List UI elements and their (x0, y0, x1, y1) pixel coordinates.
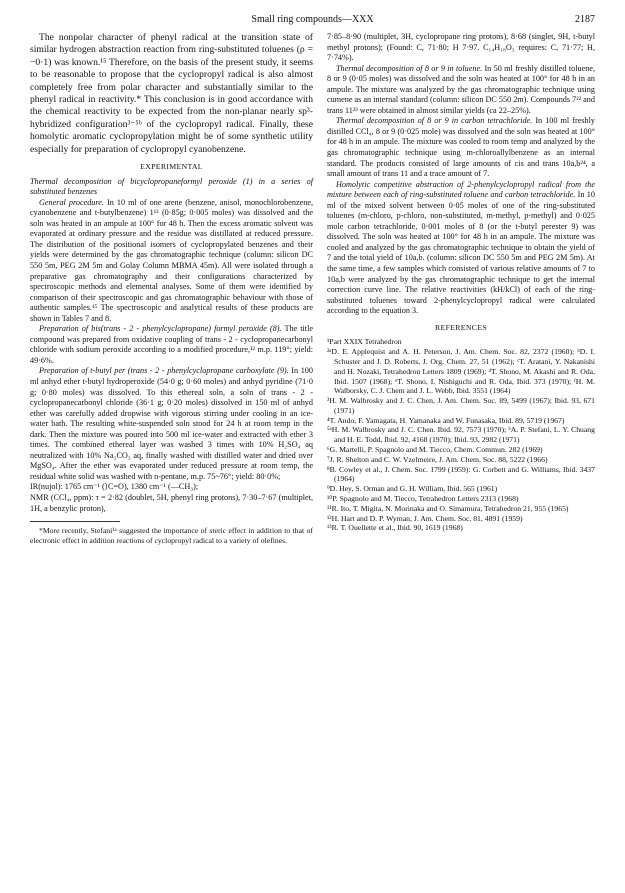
homolytic-label: Homolytic competitive abstraction of 2-phenylcyclopropyl radical from the mixture between each of ring-substituted toluene and carbon tetrachloride. (327, 179, 595, 200)
prep-8-text: The title compound was prepared from oxidative coupling of trans - 2 - cyclopropanecarbonyl chloride with sodium peroxide according to a modified procedure,¹² m.p. 119°; yield: 49·6%. (30, 324, 313, 365)
thermal-ccl4-paragraph (327, 116, 595, 179)
reference-item: ⁶G. Martelli, P. Spagnolo and M. Tiecco, Chem. Commun. 282 (1969) (327, 445, 543, 455)
general-procedure-text: In 10 ml of one arene (benzene, anisol, monochlorobenzene, cyanobenzene and t-butylbenzene) 1¹² (0·85g; 0·005 moles) was dissolved and the soln was heated in an ampule at 100° for 48 h. Then the excess aromatic solvent was evaporated at ordinary pressure and the residue was distillated at reduced pressure. The distribution of the positional isomers of cyclopropylated benzenes and their yields were determined by the gas chromatographic technique (column: silicon DC 550 5m, PEG 2M 5m and Golay Column MBMA 45m). All were isolated through a preparative gas chromatography and their configurations characterized by spectroscopic methods and elemental analyses. Some of them were identified by comparison of their spectroscopic and gas chromatographic behaviour with those of authentic samples.¹⁵ The spectroscopic and analytical results of these products are shown in Tables 7 and 8. (30, 197, 314, 323)
references-heading: REFERENCES (435, 322, 487, 332)
footnote: *More recently, Stefani¹ᵃ suggested the importance of steric effect in addition to that of electronic effect in addition reactions of cyclopropyl radical to a variety of olefines. (30, 526, 313, 545)
nmr-data: NMR (CCl₄, ppm): τ = 2·82 (doublet, 5H, phenyl ring protons), 7·30–7·67 (multiplet, 1H, a benzylic proton), (30, 493, 313, 513)
prep-8-paragraph (30, 324, 313, 366)
footnote-rule (30, 521, 120, 522)
homolytic-paragraph (327, 180, 595, 317)
thermal-toluene-paragraph (327, 64, 595, 117)
general-procedure-paragraph (30, 198, 313, 325)
reference-item: ¹¹R. Ito, T. Migita, N. Morinaka and O. Simamura, Tetrahedron 21, 955 (1965) (327, 503, 569, 513)
prep-9-text: In 100 ml anhyd ether t-butyl hydroperoxide (54·0 g; 0·60 moles) and anhyd pyridine (71·0 g; 0·80 moles) was dissolved. To this ethereal soln, a soln of trans - 2 - cyclopropanecarbonyl chloride (36·1 g; 0·20 moles) dissolved in 150 ml of anhyd ether was carefully added dropwise with vigorous stirring under cooling in an ice-water bath. The resulting white-suspended soln stood for 24 h at room temp in the dark. Then the mixture was poured into 500 ml ice-water and extracted with ether 3 times. The combined ethereal layer was washed 3 times with 10% H₂SO₄ aq neutralized with 10% Na₂CO₃ aq, finally washed with distilled water and dried over MgSO₄. After the ether was evaporated under reduced pressure at room temp, the residual white solid was washed with n-pentane, m.p. 75~76°; yield: 80·0%; (30, 366, 313, 481)
right-column (327, 32, 595, 533)
thermal-toluene-label: Thermal decomposition of 8 or 9 in toluene. (336, 63, 483, 73)
nmr-continuation: 7·85–8·90 (multiplet, 3H, cyclopropane ring protons), 8·68 (singlet, 9H, t-butyl methyl protons); (Found: C, 71·80; H 7·97. C₁₄H₁₈O₃ requires: C, 71·77; H, 7·74%). (327, 32, 595, 63)
ir-data: IR(nujol): 1765 cm⁻¹ (⟩C=O), 1380 cm⁻¹ (—CH₃); (30, 482, 199, 492)
experimental-heading: EXPERIMENTAL (140, 162, 203, 172)
reference-item: ⁸B. Cowley et al., J. Chem. Soc. 1799 (1959): G. Corbett and G. Williams, Ibid. 3437 (1964) (327, 464, 595, 484)
thermal-decomposition-subheading: Thermal decomposition of bicyclopropaneformyl peroxide (1) in a series of substituted benzenes (30, 176, 313, 197)
reference-item: ⁷J. R. Shelton and C. W. Vzelmeire, J. Am. Chem. Soc. 88, 5222 (1966) (327, 454, 548, 464)
thermal-toluene-text: In 50 ml freshly distilled toluene, 8 or 9 (0·05 moles) was dissolved and the soln was heated at 100° for 48 h in an ampule. The mixture was analyzed by the gas chromatographic technique using cumene as an internal standard (column: silicon DC 550 2m). Compounds 7²² and trans 11²³ were obtained in almost similar yields (ca 22–25%). (327, 63, 595, 115)
reference-item: ²ᵃD. E. Applequist and A. H. Peterson, J. Am. Chem. Soc. 82, 2372 (1960); ᵇD. I. Schuster and J. D. Roberts, J. Org. Chem. 27, 51 (1962); ᶜT. Aratani, Y. Nakanishi and H. Nozaki, Tetrahedron Letters 1809 (1969); ᵈT. Shono, M. Akashi and R. Oda, Ibid. 1507 (1968); ᵉT. Shono, I. Nishiguchi and R. Oda, Ibid. 373 (1970); ᶠH. M. Walborsky, C. J. Chem and J. L. Webb, Ibid. 3551 (1964) (327, 347, 595, 396)
reference-item: ³H. M. Walbrosky and J. C. Chen, J. Am. Chem. Soc. 89, 5499 (1967); Ibid. 93, 671 (1971) (327, 396, 595, 415)
thermal-ccl4-text: In 100 ml freshly distilled CCl₄, 8 or 9 (0·025 mole) was dissolved and the soln was heated at 100° for 48 h in an ampule. The mixture was cooled to room temp and analyzed by the gas chromatographic technique using m-chloroallylbenzene as an internal standard. The products consisted of large amounts of cis and trans 10a,b²⁴, a small amount of trans 11 and a trace amount of 7. (327, 116, 596, 179)
prep-8-label: Preparation of bis(trans - 2 - phenylcyclopropane) formyl peroxide (8). (39, 324, 282, 334)
reference-item: ¹²H. Hart and D. P. Wyman, J. Am. Chem. Soc. 81, 4891 (1959) (327, 513, 523, 523)
reference-item: ⁹D. Hey, S. Orman and G. H. William, Ibid. 565 (1961) (327, 484, 498, 494)
left-column (30, 32, 313, 546)
reference-item: ¹⁰P. Spagnolo and M. Tiecco, Tetrahedron Letters 2313 (1968) (327, 494, 519, 504)
intro-paragraph: The nonpolar character of phenyl radical at the transition state of similar hydrogen abstraction reaction from ring-substituted toluenes (ρ = −0·1) was known.¹⁵ Therefore, on the basis of the present study, it seems to be reasonable to propose that the cyclopropyl radical is also almost completely free from polar character and substantially similar to the phenyl radical in reactivity.* This conclusion is in good accordance with the chemical reactivity to be expected from the non-planar nearly sp³-hybridized configuration³⁻⁵ᵇ of the cyclopropyl radical. Finally, these homolytic aromatic cyclopropylation might be of some synthetic utility especially for preparation of cyclopropyl cyanobenzene. (30, 32, 313, 155)
prep-9-label: Preparation of t-butyl per (trans - 2 - phenylcyclopropane carboxylate (9). (39, 366, 289, 376)
reference-item: ⁴T. Ando, F. Yamagata, H. Yamanaka and W. Funasaka, Ibid. 89, 5719 (1967) (327, 415, 565, 425)
reference-item: ⁵ᵃH. M. Walbrosky and J. C. Chen. Ibid. 92, 7573 (1970); ᵇA. P. Stefani, L. Y. Chuang and H. E. Todd, Ibid. 92, 4168 (1970); Ibid. 93, 2982 (1971) (327, 425, 595, 445)
prep-9-paragraph (30, 366, 313, 482)
running-title: Small ring compounds—XXX (251, 14, 374, 25)
reference-item: ¹Part XXIX Tetrahedron (327, 337, 402, 347)
reference-item: ¹³R. T. Ouellette et al., Ibid. 90, 1619 (1968) (327, 523, 463, 533)
general-procedure-label: General procedure. (39, 197, 104, 207)
running-header (30, 14, 595, 28)
homolytic-text: In 10 ml of the mixed solvent between 0·05 moles of one of the ring-substituted toluenes (m-chloro, p-chloro, non-substituted, m-methyl, p-methyl) and 0·025 mole carbon tetrachloride, 0·001 moles of 8 (or the t-butyl perester 9) was dissolved. The soln was heated at 100° for 48 h in an ampule. The mixture was cooled and analyzed by the gas chromatographic technique to obtain the yield of 7 and the total yield of 10a,b. (column: silicon DC 550 5m and PEG 2M 5m). At the same time, a few samples which consisted of various relative amounts of 7 to 10a,b were analyzed by the gas chromatographic technique to get the internal correction curve line. The relative reactivities (kH/kCl) of each of the ring-substituted toluenes toward 2-phenylcyclopropyl radical were calculated according to the equation 3. (327, 190, 595, 316)
thermal-ccl4-label: Thermal decomposition of 8 or 9 in carbon tetrachloride. (336, 116, 533, 126)
page-number: 2187 (575, 14, 595, 25)
references-list (327, 337, 595, 533)
